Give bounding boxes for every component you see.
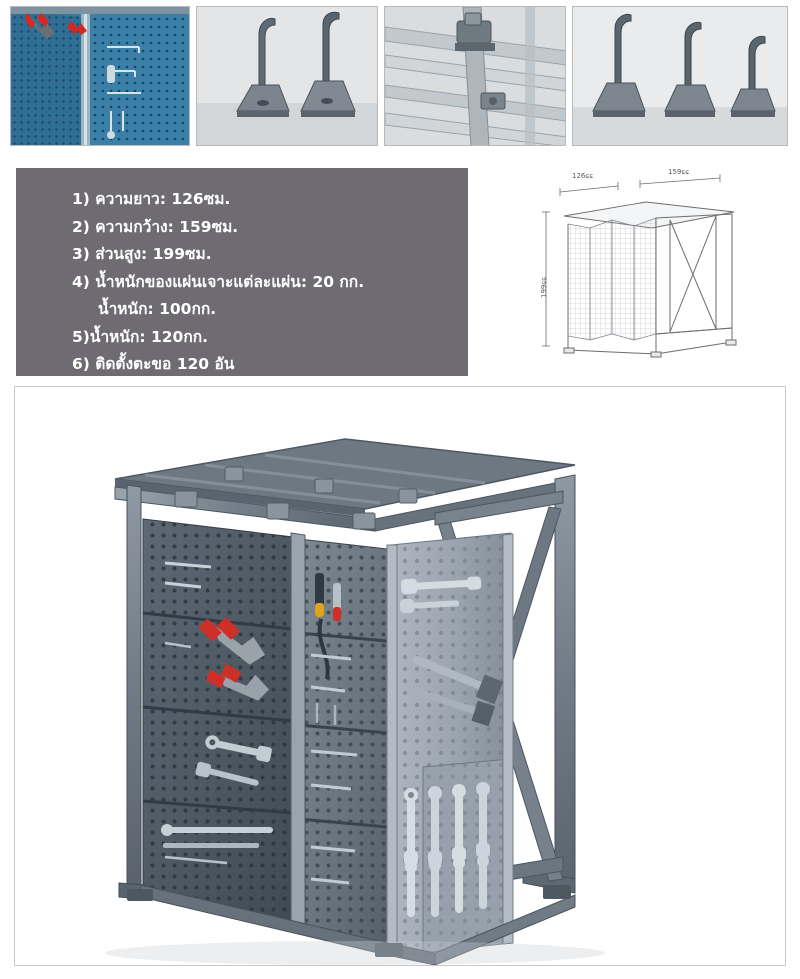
- spec-item-panel-weight-main: 4) น้ำหนักของแผ่นเจาะแต่ละแผ่น: 20 กก.: [72, 272, 365, 291]
- spec-item-height: 3) ส่วนสูง: 199ซม.: [72, 245, 212, 264]
- thumbnail-hooks-trio[interactable]: [572, 6, 788, 146]
- specification-list: [16, 168, 468, 379]
- spec-item-panel-weight-sub: น้ำหนัก: 100กก.: [98, 300, 217, 319]
- dimension-label-width: 159ɕɕ: [668, 168, 690, 176]
- spec-item-hook-count: 6) ติดตั้งตะขอ 120 อัน: [72, 355, 235, 374]
- hooks-pair-illustration: [197, 7, 378, 146]
- thumbnail-pegboard-tools[interactable]: [10, 6, 190, 146]
- rack-photo-illustration: [15, 387, 785, 965]
- specification-box: [16, 168, 468, 376]
- technical-drawing: [520, 168, 786, 376]
- spec-item-panel-weight: [72, 269, 458, 324]
- spec-item-width: 2) ความกว้าง: 159ซม.: [72, 217, 239, 236]
- rack-line-drawing: [520, 168, 786, 376]
- dimension-label-height: 199ɕɕ: [540, 276, 548, 298]
- pegboard-tools-illustration: [11, 7, 190, 146]
- spec-item-length: 1) ความยาว: 126ซม.: [72, 190, 231, 208]
- dimension-label-length: 126ɕɕ: [572, 172, 594, 180]
- spec-item-total-weight: 5)น้ำหนัก: 120กก.: [72, 327, 208, 346]
- thumbnail-strip: [10, 6, 792, 146]
- thumbnail-frame-detail[interactable]: [384, 6, 566, 146]
- frame-detail-illustration: [385, 7, 566, 146]
- thumbnail-hooks-pair[interactable]: [196, 6, 378, 146]
- hooks-trio-illustration: [573, 7, 788, 146]
- main-product-photo[interactable]: [14, 386, 786, 966]
